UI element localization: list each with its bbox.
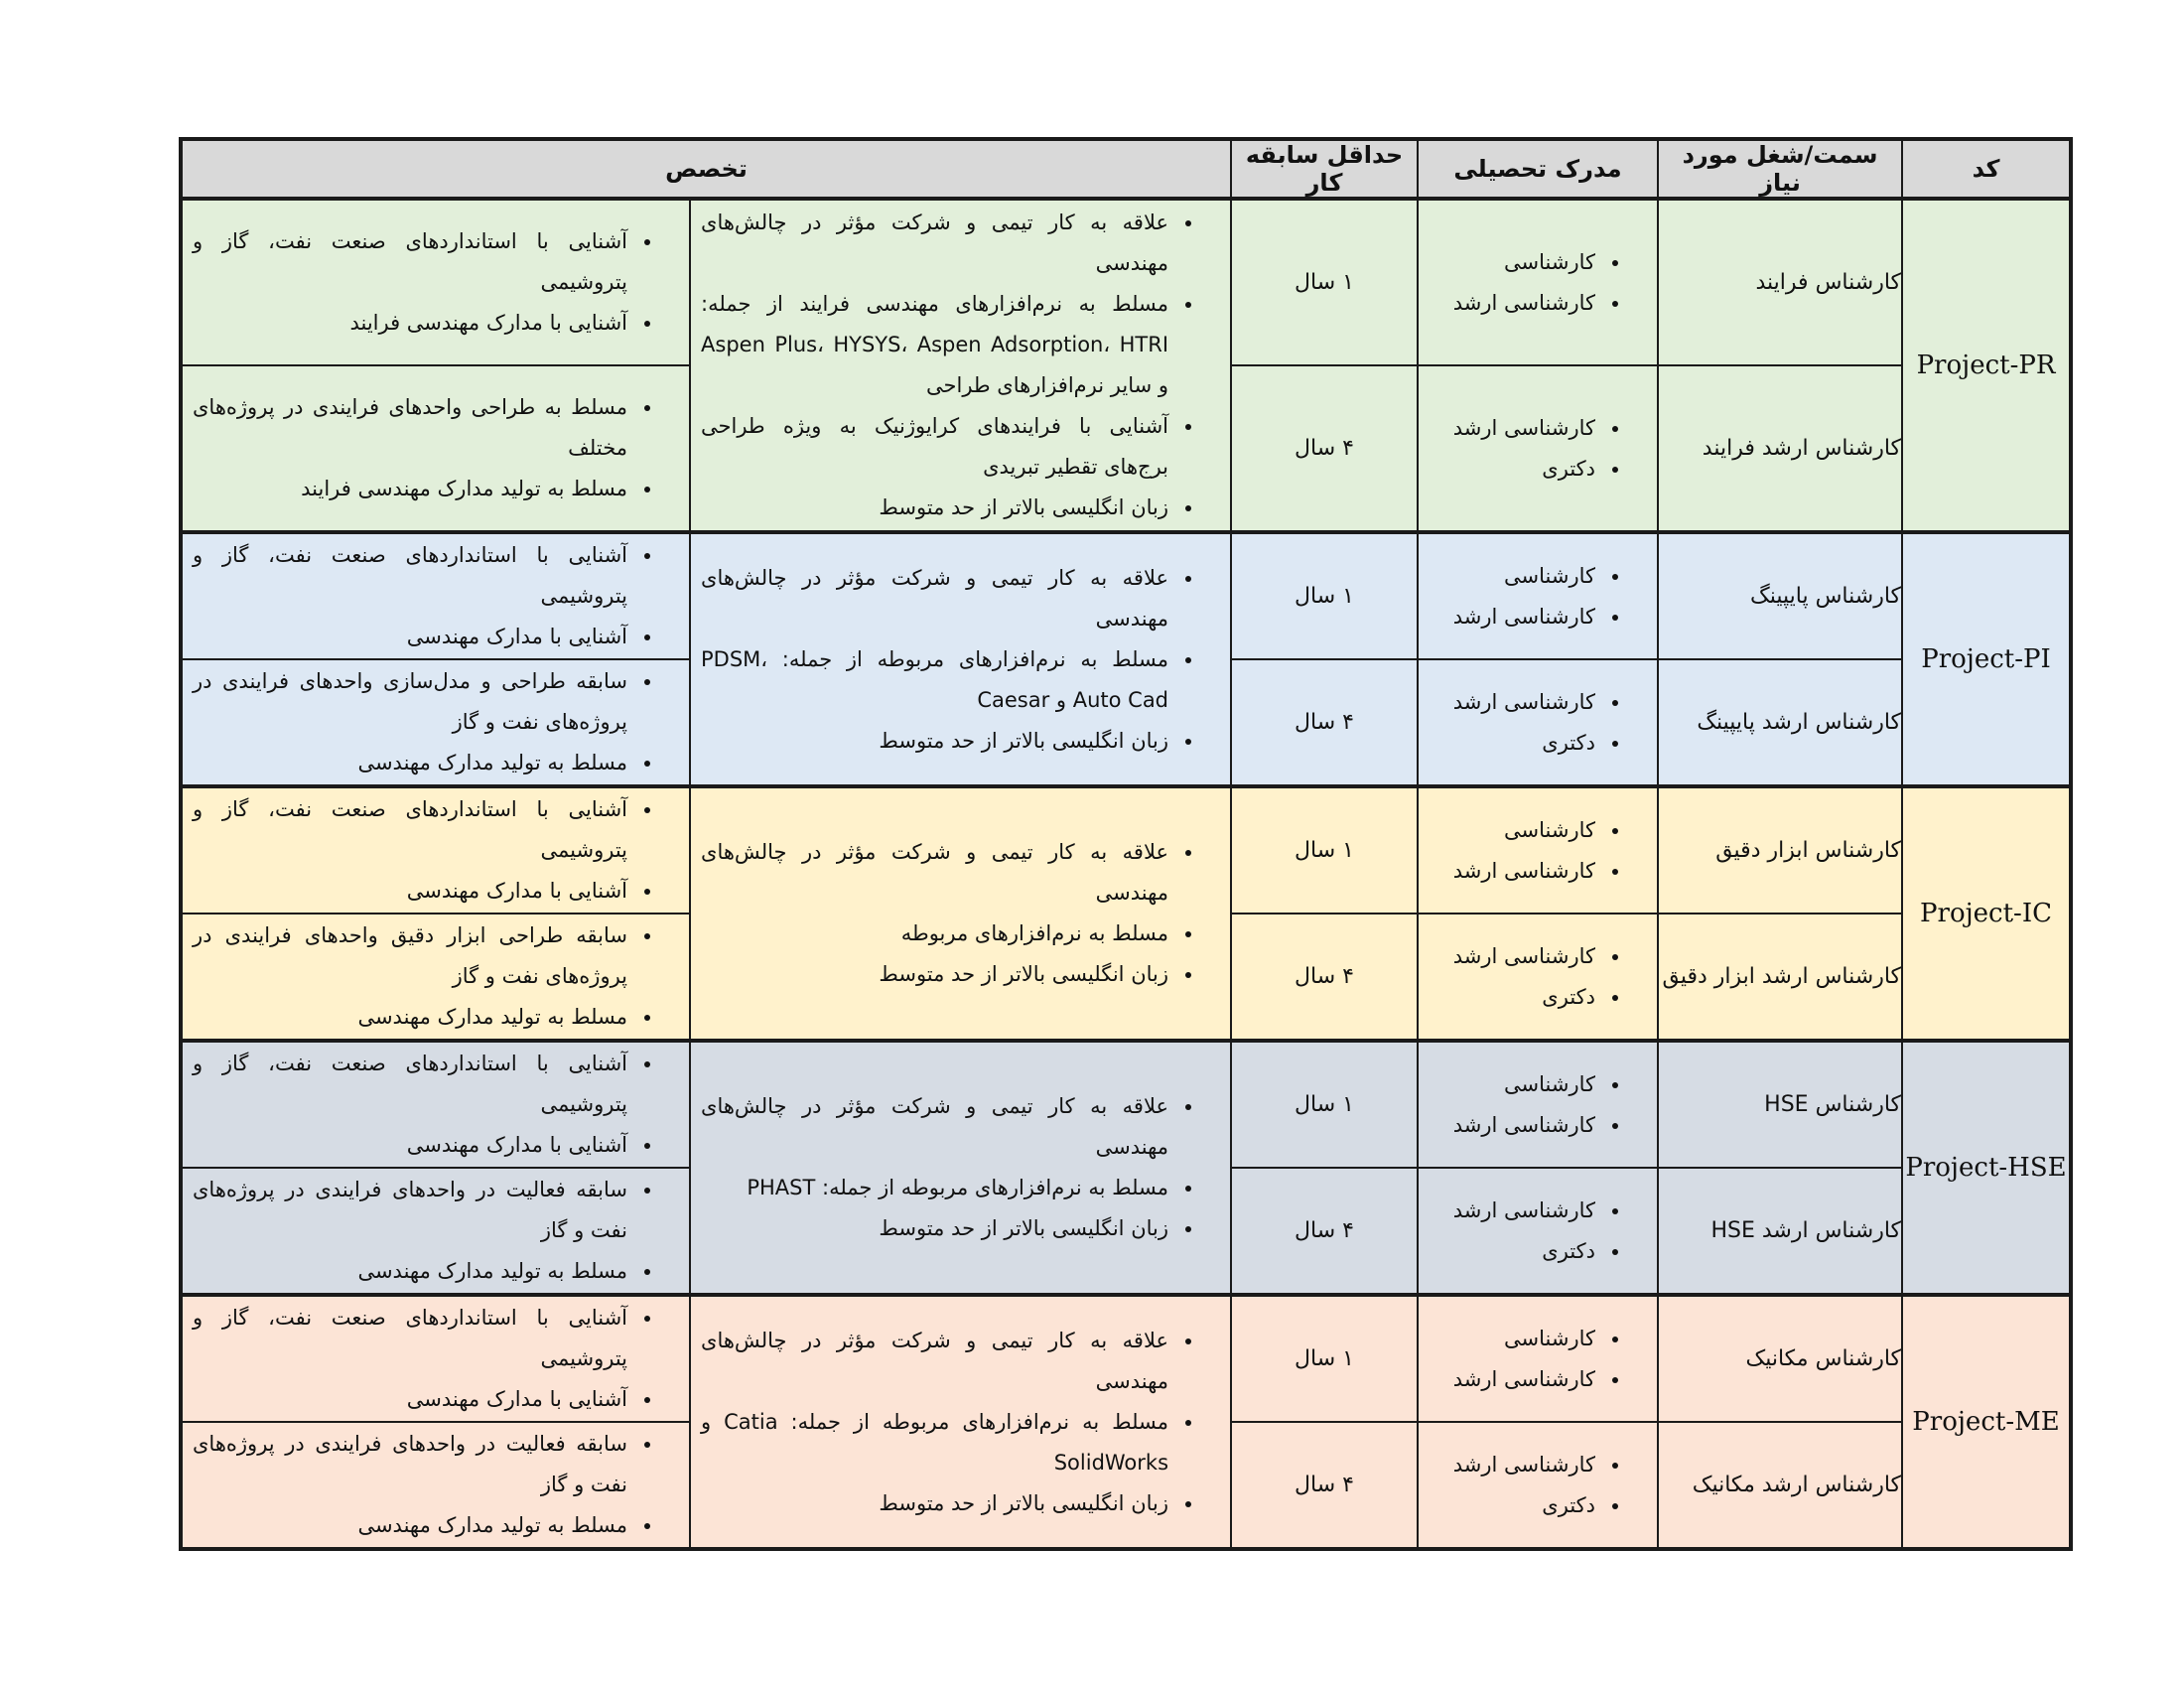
experience-cell: ۴ سال — [1231, 1422, 1418, 1549]
specific-skills-list — [183, 1044, 689, 1166]
specific-skills-cell — [181, 532, 690, 659]
job-requirements-table — [179, 137, 2073, 1551]
position-title-cell: کارشناس ابزار دقیق — [1658, 786, 1902, 914]
experience-cell: ۴ سال — [1231, 659, 1418, 786]
specific-skills-cell — [181, 659, 690, 786]
bullet-item: • زبان انگلیسی بالاتر از حد متوسط — [701, 1208, 1172, 1249]
experience-cell: ۴ سال — [1231, 914, 1418, 1041]
bullet-item: • دکتری — [1429, 1485, 1599, 1526]
specific-skills-list — [183, 789, 689, 912]
bullet-item: • سابقه فعالیت در واحدهای فرایندی در پروژه‌های نفت و گاز — [193, 1424, 631, 1505]
bullet-item: • کارشناسی ارشد — [1429, 682, 1599, 723]
degree-cell — [1418, 914, 1658, 1041]
bullet-item: • کارشناسی ارشد — [1429, 936, 1599, 977]
position-title-cell: کارشناس ارشد ابزار دقیق — [1658, 914, 1902, 1041]
specific-skills-list — [183, 915, 689, 1038]
position-title-cell: کارشناس ارشد مکانیک — [1658, 1422, 1902, 1549]
shared-skills-list — [691, 203, 1230, 528]
specific-skills-cell — [181, 1168, 690, 1295]
bullet-item: • علاقه به کار تیمی و شرکت مؤثر در چالش‌های مهندسی — [701, 203, 1172, 284]
position-title-cell: کارشناس پایپینگ — [1658, 532, 1902, 659]
table-row — [181, 532, 2071, 659]
bullet-item: • کارشناسی ارشد — [1429, 1191, 1599, 1231]
shared-skills-cell — [690, 532, 1231, 786]
shared-skills-list — [691, 1321, 1230, 1524]
shared-skills-cell — [690, 199, 1231, 532]
bullet-item: • علاقه به کار تیمی و شرکت مؤثر در چالش‌های مهندسی — [701, 832, 1172, 914]
degree-list — [1419, 242, 1657, 324]
experience-cell: ۱ سال — [1231, 1041, 1418, 1168]
header-degree: مدرک تحصیلی — [1418, 139, 1658, 199]
specific-skills-cell — [181, 786, 690, 914]
bullet-item: • آشنایی با مدارک مهندسی — [193, 1379, 631, 1420]
bullet-item: • آشنایی با استانداردهای صنعت نفت، گاز و پتروشیمی — [193, 535, 631, 617]
bullet-item: • مسلط به نرم‌افزارهای مربوطه — [701, 914, 1172, 954]
specific-skills-list — [183, 535, 689, 657]
bullet-item: • مسلط به تولید مدارک مهندسی — [193, 1251, 631, 1292]
shared-skills-list — [691, 832, 1230, 995]
group-code-cell: Project-IC — [1902, 786, 2071, 1041]
bullet-item: • مسلط به طراحی واحدهای فرایندی در پروژه‌های مختلف — [193, 387, 631, 469]
degree-list — [1419, 1445, 1657, 1526]
position-title-cell: کارشناس فرایند — [1658, 199, 1902, 365]
position-title-cell: کارشناس HSE — [1658, 1041, 1902, 1168]
bullet-item: • کارشناسی ارشد — [1429, 597, 1599, 637]
degree-cell — [1418, 532, 1658, 659]
specific-skills-list — [183, 221, 689, 344]
shared-skills-list — [691, 558, 1230, 762]
table-row — [181, 1295, 2071, 1422]
bullet-item: • سابقه طراحی و مدل‌سازی واحدهای فرایندی در پروژه‌های نفت و گاز — [193, 661, 631, 743]
bullet-item: • کارشناسی — [1429, 556, 1599, 597]
degree-cell — [1418, 1422, 1658, 1549]
bullet-item: • آشنایی با مدارک مهندسی — [193, 871, 631, 912]
table-row — [181, 786, 2071, 914]
degree-list — [1419, 936, 1657, 1018]
bullet-item: • کارشناسی ارشد — [1429, 1105, 1599, 1146]
experience-cell: ۴ سال — [1231, 1168, 1418, 1295]
degree-cell — [1418, 1168, 1658, 1295]
specific-skills-cell — [181, 365, 690, 532]
bullet-item: • کارشناسی — [1429, 1064, 1599, 1105]
experience-cell: ۱ سال — [1231, 1295, 1418, 1422]
shared-skills-list — [691, 1086, 1230, 1249]
group-code-cell: Project-PR — [1902, 199, 2071, 532]
bullet-item: • آشنایی با مدارک مهندسی — [193, 1125, 631, 1166]
specific-skills-cell — [181, 914, 690, 1041]
table-row — [181, 1041, 2071, 1168]
shared-skills-cell — [690, 1295, 1231, 1549]
bullet-item: • مسلط به تولید مدارک مهندسی فرایند — [193, 469, 631, 509]
bullet-item: • مسلط به نرم‌افزارهای مهندسی فرایند از جمله: Aspen Plus، HYSYS، Aspen Adsorption، HTRI و سایر نرم‌افزارهای طراحی — [701, 284, 1172, 406]
degree-list — [1419, 810, 1657, 892]
position-title-cell: کارشناس ارشد HSE — [1658, 1168, 1902, 1295]
bullet-item: • کارشناسی ارشد — [1429, 851, 1599, 892]
experience-cell: ۴ سال — [1231, 365, 1418, 532]
bullet-item: • سابقه فعالیت در واحدهای فرایندی در پروژه‌های نفت و گاز — [193, 1170, 631, 1251]
header-position: سمت/شغل مورد نیاز — [1658, 139, 1902, 199]
bullet-item: • دکتری — [1429, 977, 1599, 1018]
bullet-item: • کارشناسی ارشد — [1429, 1445, 1599, 1485]
experience-cell: ۱ سال — [1231, 199, 1418, 365]
degree-list — [1419, 1064, 1657, 1146]
position-title-cell: کارشناس ارشد پایپینگ — [1658, 659, 1902, 786]
bullet-item: • آشنایی با مدارک مهندسی — [193, 617, 631, 657]
specific-skills-cell — [181, 1295, 690, 1422]
specific-skills-cell — [181, 1422, 690, 1549]
degree-cell — [1418, 365, 1658, 532]
table-header-row — [181, 139, 2071, 199]
degree-list — [1419, 1319, 1657, 1400]
bullet-item: • دکتری — [1429, 723, 1599, 764]
degree-cell — [1418, 786, 1658, 914]
specific-skills-cell — [181, 1041, 690, 1168]
position-title-cell: کارشناس ارشد فرایند — [1658, 365, 1902, 532]
specific-skills-list — [183, 1298, 689, 1420]
group-code-cell: Project-PI — [1902, 532, 2071, 786]
bullet-item: • کارشناسی — [1429, 242, 1599, 283]
bullet-item: • آشنایی با فرایندهای کرایوژنیک به ویژه طراحی برج‌های تقطیر تبریدی — [701, 406, 1172, 488]
bullet-item: • مسلط به تولید مدارک مهندسی — [193, 743, 631, 783]
experience-cell: ۱ سال — [1231, 532, 1418, 659]
table-body — [181, 199, 2071, 1549]
degree-cell — [1418, 1041, 1658, 1168]
bullet-item: • دکتری — [1429, 449, 1599, 490]
specific-skills-list — [183, 1170, 689, 1292]
bullet-item: • علاقه به کار تیمی و شرکت مؤثر در چالش‌های مهندسی — [701, 1086, 1172, 1168]
bullet-item: • آشنایی با استانداردهای صنعت نفت، گاز و پتروشیمی — [193, 1044, 631, 1125]
position-title-cell: کارشناس مکانیک — [1658, 1295, 1902, 1422]
degree-cell — [1418, 1295, 1658, 1422]
bullet-item: • کارشناسی ارشد — [1429, 1359, 1599, 1400]
header-experience: حداقل سابقه کار — [1231, 139, 1418, 199]
specific-skills-list — [183, 661, 689, 783]
bullet-item: • مسلط به نرم‌افزارهای مربوطه از جمله: PDSM، Auto Cad و Caesar — [701, 639, 1172, 721]
bullet-item: • علاقه به کار تیمی و شرکت مؤثر در چالش‌های مهندسی — [701, 1321, 1172, 1402]
bullet-item: • زبان انگلیسی بالاتر از حد متوسط — [701, 1483, 1172, 1524]
bullet-item: • آشنایی با استانداردهای صنعت نفت، گاز و پتروشیمی — [193, 221, 631, 303]
specific-skills-list — [183, 387, 689, 509]
bullet-item: • کارشناسی — [1429, 810, 1599, 851]
specific-skills-cell — [181, 199, 690, 365]
specific-skills-list — [183, 1424, 689, 1546]
bullet-item: • علاقه به کار تیمی و شرکت مؤثر در چالش‌های مهندسی — [701, 558, 1172, 639]
bullet-item: • آشنایی با مدارک مهندسی فرایند — [193, 303, 631, 344]
degree-list — [1419, 682, 1657, 764]
header-code: کد — [1902, 139, 2071, 199]
degree-list — [1419, 556, 1657, 637]
bullet-item: • سابقه طراحی ابزار دقیق واحدهای فرایندی در پروژه‌های نفت و گاز — [193, 915, 631, 997]
group-code-cell: Project-HSE — [1902, 1041, 2071, 1295]
bullet-item: • زبان انگلیسی بالاتر از حد متوسط — [701, 488, 1172, 528]
bullet-item: • آشنایی با استانداردهای صنعت نفت، گاز و پتروشیمی — [193, 1298, 631, 1379]
degree-cell — [1418, 199, 1658, 365]
bullet-item: • مسلط به تولید مدارک مهندسی — [193, 997, 631, 1038]
bullet-item: • آشنایی با استانداردهای صنعت نفت، گاز و پتروشیمی — [193, 789, 631, 871]
degree-cell — [1418, 659, 1658, 786]
bullet-item: • کارشناسی ارشد — [1429, 408, 1599, 449]
bullet-item: • دکتری — [1429, 1231, 1599, 1272]
shared-skills-cell — [690, 786, 1231, 1041]
bullet-item: • زبان انگلیسی بالاتر از حد متوسط — [701, 954, 1172, 995]
bullet-item: • مسلط به نرم‌افزارهای مربوطه از جمله: PHAST — [701, 1168, 1172, 1208]
bullet-item: • مسلط به تولید مدارک مهندسی — [193, 1505, 631, 1546]
group-code-cell: Project-ME — [1902, 1295, 2071, 1549]
bullet-item: • زبان انگلیسی بالاتر از حد متوسط — [701, 721, 1172, 762]
bullet-item: • کارشناسی ارشد — [1429, 283, 1599, 324]
bullet-item: • کارشناسی — [1429, 1319, 1599, 1359]
bullet-item: • مسلط به نرم‌افزارهای مربوطه از جمله: Catia و SolidWorks — [701, 1402, 1172, 1483]
experience-cell: ۱ سال — [1231, 786, 1418, 914]
shared-skills-cell — [690, 1041, 1231, 1295]
header-specialty: تخصص — [181, 139, 1231, 199]
table-row — [181, 199, 2071, 365]
degree-list — [1419, 408, 1657, 490]
degree-list — [1419, 1191, 1657, 1272]
